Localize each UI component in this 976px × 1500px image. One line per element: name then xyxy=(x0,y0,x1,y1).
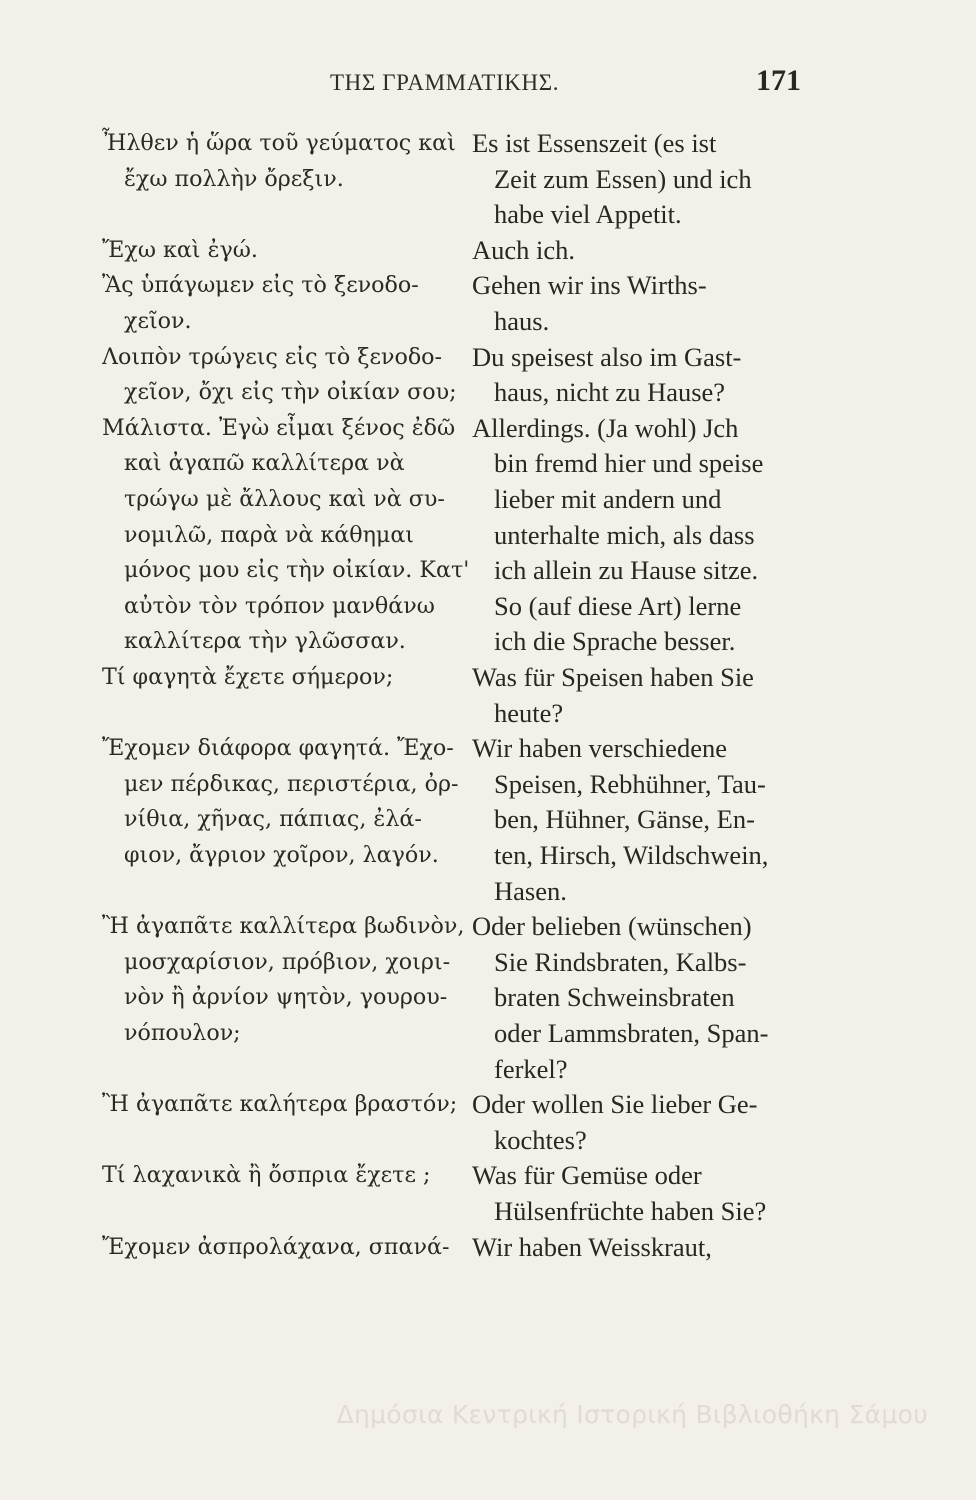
greek-line: μεν πέρδικας, περιστέρια, ὀρ- xyxy=(124,770,459,797)
greek-line: νομιλῶ, παρὰ νὰ κάθημαι xyxy=(124,521,414,548)
greek-phrase xyxy=(102,909,474,1051)
greek-line: Ἦλθεν ἡ ὥρα τοῦ γεύματος καὶ xyxy=(102,130,456,156)
greek-line: φιον, ἄγριον χοῖρον, λαγόν. xyxy=(124,841,439,868)
greek-line: χεῖον. xyxy=(124,307,192,334)
greek-phrase xyxy=(102,268,474,339)
german-line: lieber mit andern und xyxy=(494,483,722,514)
german-line: Speisen, Rebhühner, Tau- xyxy=(494,768,766,799)
greek-line: Ἢ ἀγαπᾶτε καλήτερα βραστόν; xyxy=(102,1091,458,1118)
library-watermark: Δημόσια Κεντρική Ιστορική Βιβλιοθήκη Σάμου xyxy=(336,1400,928,1429)
german-line: oder Lammsbraten, Span- xyxy=(494,1017,769,1048)
greek-line: νόπουλον; xyxy=(124,1019,241,1046)
german-translation xyxy=(472,909,834,1087)
greek-line: Μάλιστα. Ἐγὼ εἶμαι ξένος ἐδῶ xyxy=(102,414,456,441)
german-line: Wir haben Weisskraut, xyxy=(472,1231,712,1262)
greek-line: Ἔχομεν ἀσπρολάχανα, σπανά- xyxy=(102,1233,450,1260)
greek-line: μοσχαρίσιον, πρόβιον, χοιρι- xyxy=(124,948,451,975)
greek-phrase xyxy=(102,1158,474,1194)
german-translation xyxy=(472,411,834,660)
german-line: haus. xyxy=(494,305,550,336)
page-number: 171 xyxy=(756,64,801,97)
greek-phrase xyxy=(102,731,474,873)
german-line: Zeit zum Essen) und ich xyxy=(494,163,752,194)
german-line: Auch ich. xyxy=(472,234,576,265)
german-line: braten Schweinsbraten xyxy=(494,982,735,1013)
greek-line: τρώγω μὲ ἄλλους καὶ νὰ συ- xyxy=(124,485,445,512)
german-line: Wir haben verschiedene xyxy=(472,733,727,764)
german-line: ben, Hühner, Gänse, En- xyxy=(494,804,755,835)
greek-line: νίθια, χῆνας, πάπιας, ἐλά- xyxy=(124,806,422,833)
greek-line: μόνος μου εἰς τὴν οἰκίαν. Κατ' xyxy=(124,557,470,584)
german-line: Sie Rindsbraten, Kalbs- xyxy=(494,946,747,977)
german-line: ten, Hirsch, Wildschwein, xyxy=(494,839,769,870)
german-translation xyxy=(472,1158,834,1229)
german-translation xyxy=(472,1087,834,1158)
running-header-title: ΤΗΣ ΓΡΑΜΜΑΤΙΚΗΣ. xyxy=(330,70,560,95)
greek-phrase xyxy=(102,126,474,197)
greek-line: Λοιπὸν τρώγεις εἰς τὸ ξενοδο- xyxy=(102,343,443,370)
greek-phrase xyxy=(102,411,474,660)
greek-phrase xyxy=(102,660,474,696)
german-line: unterhalte mich, als dass xyxy=(494,519,755,550)
german-line: Gehen wir ins Wirths- xyxy=(472,270,707,301)
greek-line: χεῖον, ὄχι εἰς τὴν οἰκίαν σου; xyxy=(124,379,457,406)
german-line: Allerdings. (Ja wohl) Jch xyxy=(472,412,739,443)
german-line: So (auf diese Art) lerne xyxy=(494,590,742,621)
greek-line: καλλίτερα τὴν γλῶσσαν. xyxy=(124,628,406,655)
german-line: Was für Gemüse oder xyxy=(472,1160,702,1191)
german-translation xyxy=(472,340,834,411)
greek-phrase xyxy=(102,340,474,411)
greek-line: Ἢ ἀγαπᾶτε καλλίτερα βωδινὸν, xyxy=(102,913,465,940)
greek-line: αὐτὸν τὸν τρόπον μανθάνω xyxy=(124,592,435,619)
german-line: Hasen. xyxy=(494,875,567,906)
greek-line: καὶ ἀγαπῶ καλλίτερα νὰ xyxy=(124,450,405,477)
greek-line: Ἂς ὑπάγωμεν εἰς τὸ ξενοδο- xyxy=(102,272,419,299)
german-translation xyxy=(472,660,834,731)
german-line: Was für Speisen haben Sie xyxy=(472,662,754,692)
greek-line: ἔχω πολλὴν ὄρεξιν. xyxy=(124,165,344,192)
german-line: Oder belieben (wünschen) xyxy=(472,911,752,942)
greek-phrase xyxy=(102,1230,474,1266)
greek-line: Ἔχω καὶ ἐγώ. xyxy=(102,236,258,263)
german-line: haus, nicht zu Hause? xyxy=(494,377,726,408)
german-line: ferkel? xyxy=(494,1053,568,1084)
german-translation xyxy=(472,1230,834,1266)
german-line: habe viel Appetit. xyxy=(494,199,682,230)
german-line: kochtes? xyxy=(494,1124,587,1155)
german-line: heute? xyxy=(494,697,564,728)
greek-phrase xyxy=(102,233,474,269)
german-line: Es ist Essenszeit (es ist xyxy=(472,128,717,158)
german-translation xyxy=(472,268,834,339)
german-line: bin fremd hier und speise xyxy=(494,448,764,479)
greek-phrase xyxy=(102,1087,474,1123)
greek-line: Τί φαγητὰ ἔχετε σήμερον; xyxy=(102,664,394,690)
german-line: Du speisest also im Gast- xyxy=(472,341,742,372)
german-line: ich allein zu Hause sitze. xyxy=(494,555,759,586)
german-translation xyxy=(472,731,834,909)
greek-line: Ἔχομεν διάφορα φαγητά. Ἔχο- xyxy=(102,735,454,762)
greek-line: Τί λαχανικὰ ἢ ὄσπρια ἔχετε ; xyxy=(102,1162,431,1189)
german-line: Oder wollen Sie lieber Ge- xyxy=(472,1089,758,1120)
german-line: Hülsenfrüchte haben Sie? xyxy=(494,1195,767,1226)
greek-line: νὸν ἢ ἀρνίον ψητὸν, γουρου- xyxy=(124,984,448,1011)
german-translation xyxy=(472,233,834,269)
german-line: ich die Sprache besser. xyxy=(494,626,736,657)
german-translation xyxy=(472,126,834,233)
